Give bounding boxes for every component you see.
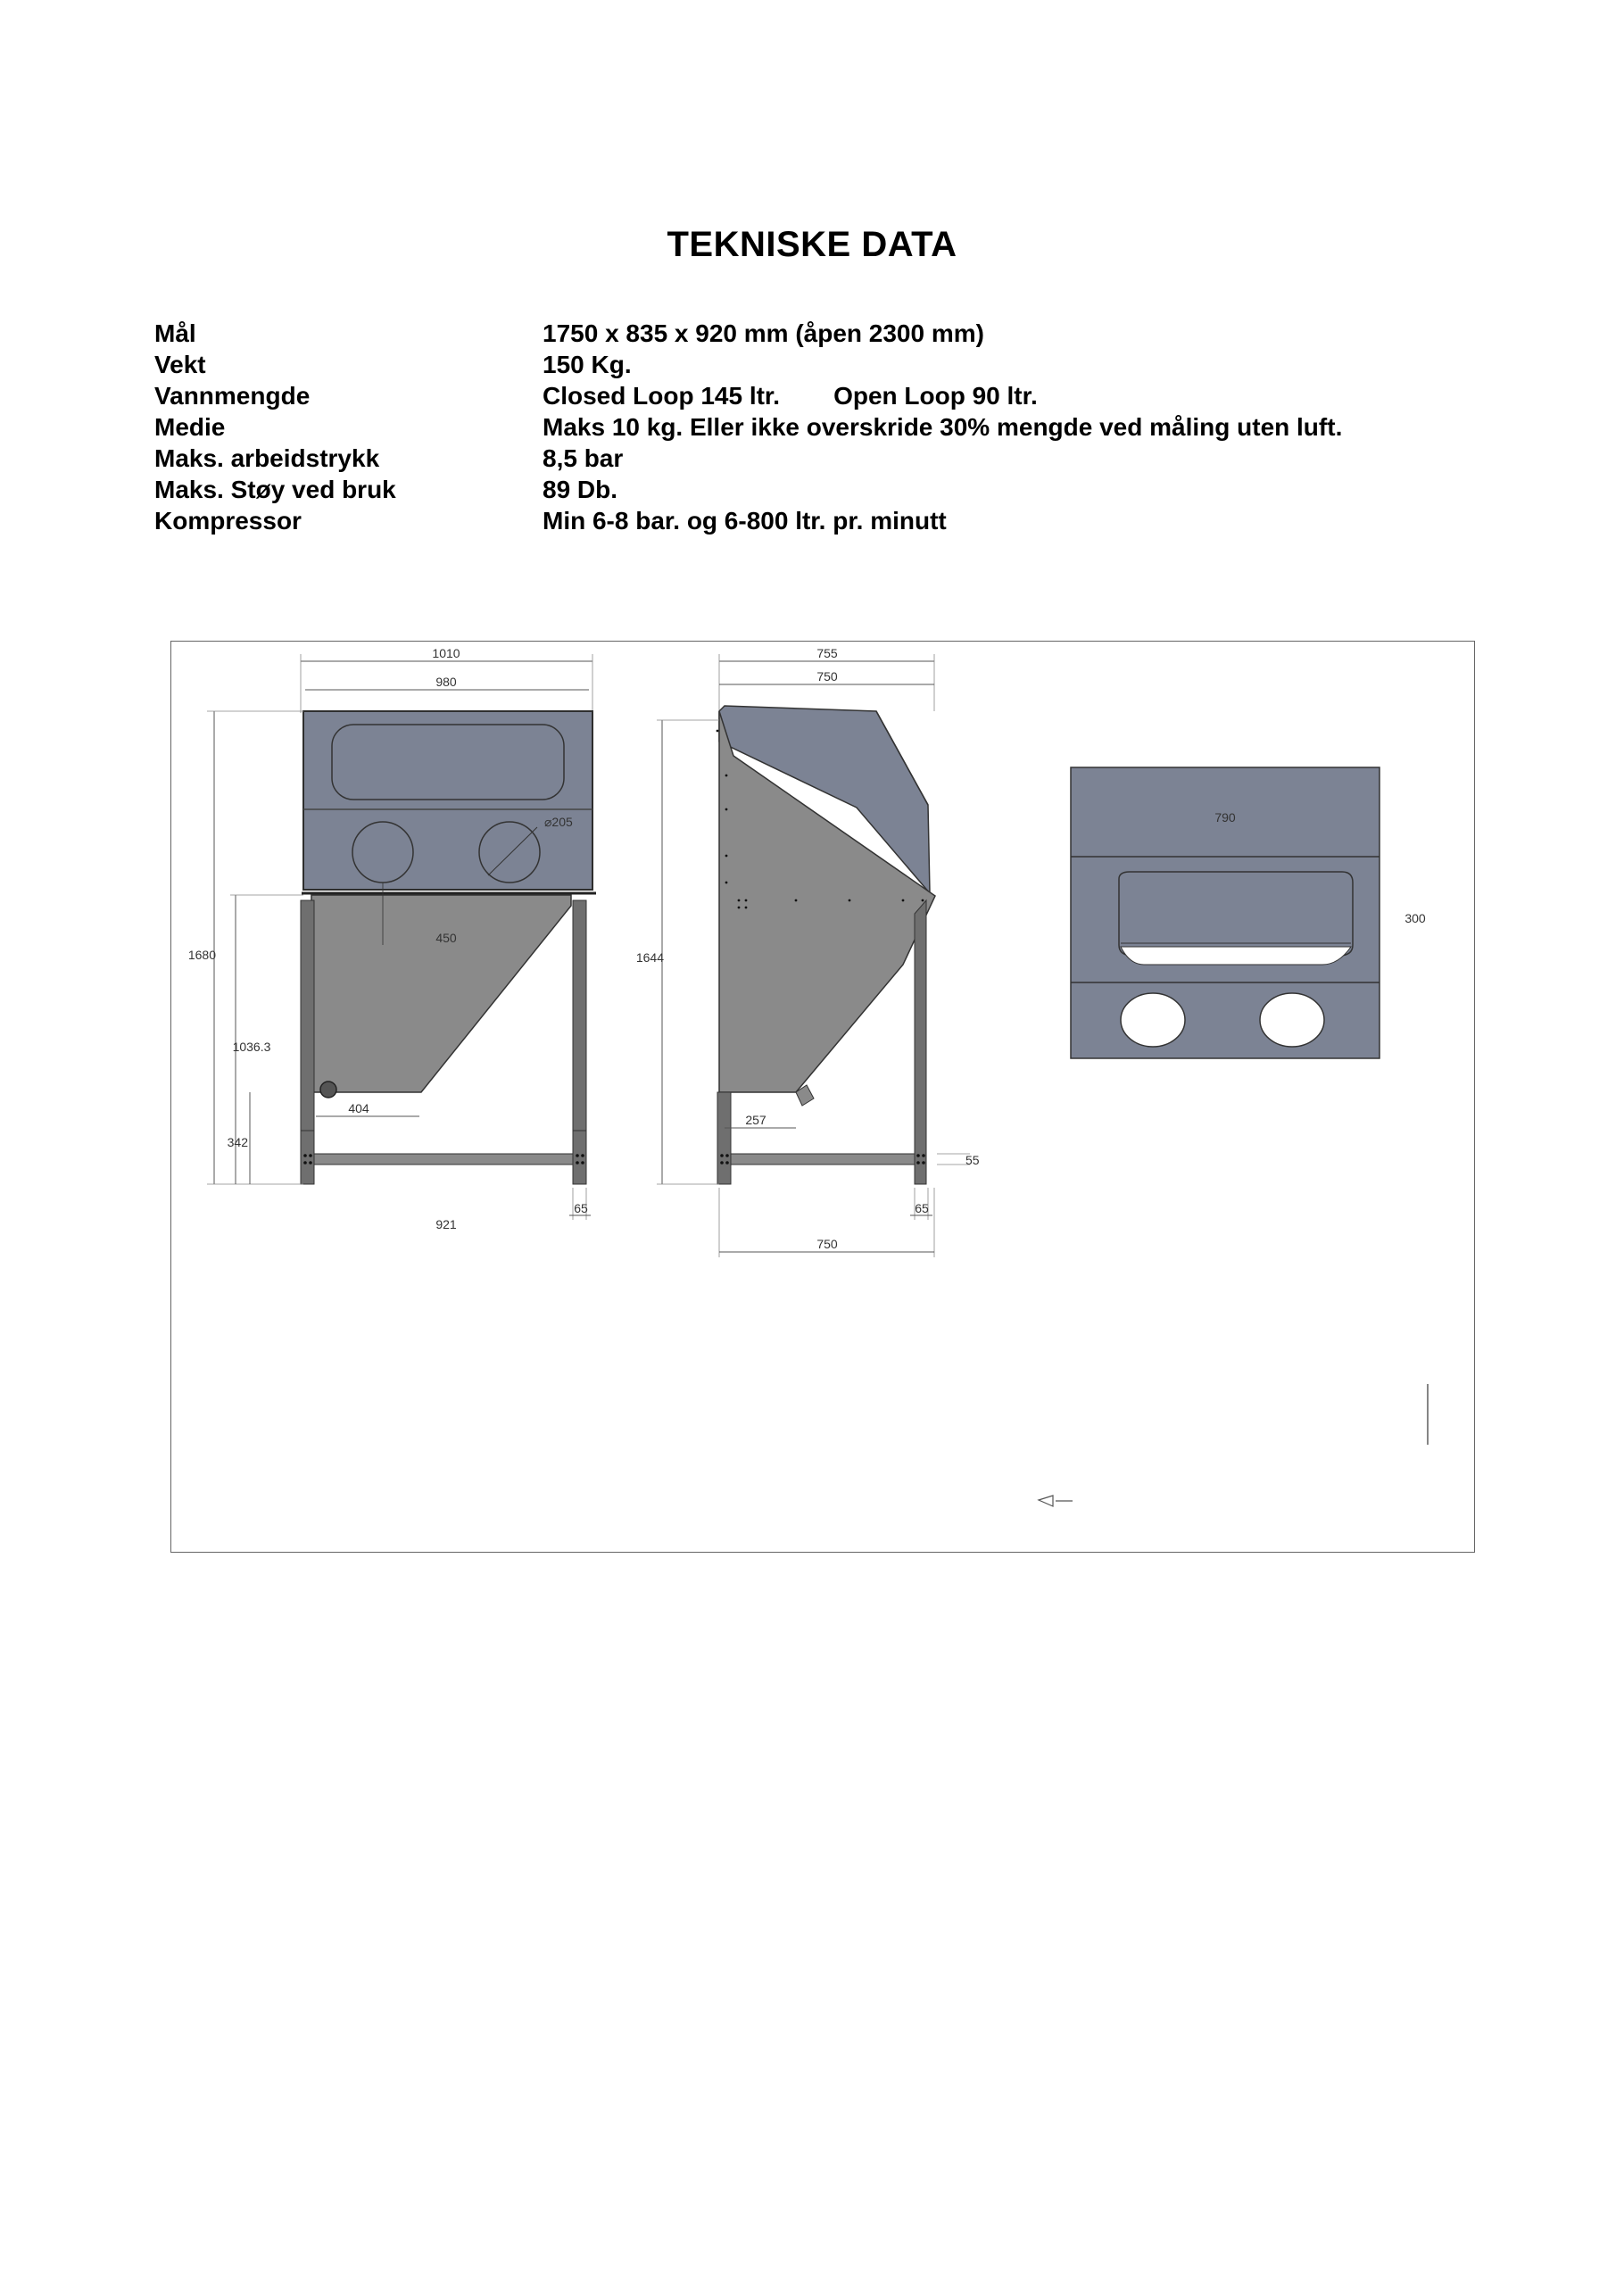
projection-symbol (1039, 1496, 1073, 1506)
spec-label: Vannmengde (154, 381, 311, 410)
spec-table (154, 318, 1342, 536)
spec-row (154, 411, 1342, 443)
panel-view (1071, 767, 1426, 1058)
dim-side-top-outer: 755 (816, 646, 838, 660)
spec-value: 89 Db. (543, 475, 618, 503)
spec-value-group (543, 380, 1342, 411)
technical-drawing (170, 641, 1475, 1553)
dim-front-height-mid: 1036.3 (232, 1040, 271, 1054)
spec-value: 150 Kg. (543, 350, 632, 378)
front-hopper (311, 895, 571, 1092)
spec-value: 1750 x 835 x 920 mm (åpen 2300 mm) (543, 319, 984, 347)
dim-hopper: 450 (435, 931, 457, 945)
drawing-canvas (171, 642, 1476, 1554)
spec-value: 8,5 bar (543, 443, 624, 472)
glove-port (479, 822, 540, 883)
spec-label: Kompressor (154, 506, 302, 535)
front-leg (301, 900, 314, 1131)
dim-front-height-total: 1680 (187, 948, 216, 962)
front-leg (573, 900, 586, 1131)
dim-side-height: 1644 (635, 950, 664, 965)
dim-front-base-width: 921 (435, 1217, 457, 1231)
dim-glove-diameter: ⌀205 (544, 815, 573, 829)
spec-label: Maks. arbeidstrykk (154, 443, 380, 472)
spec-row (154, 380, 1342, 411)
dim-front-bottom-offset: 404 (348, 1101, 369, 1115)
spec-label: Medie (154, 412, 226, 441)
side-leg (717, 1092, 731, 1184)
dim-side-top-inner: 750 (816, 669, 838, 684)
dim-side-base: 750 (816, 1237, 838, 1251)
spec-row (154, 349, 1342, 380)
spec-value: Min 6-8 bar. og 6-800 ltr. pr. minutt (543, 506, 947, 535)
dim-front-width-inner: 980 (435, 675, 457, 689)
panel-glove-port (1260, 993, 1324, 1047)
spec-row (154, 443, 1342, 474)
side-leg (915, 900, 926, 1184)
dim-panel-height: 300 (1404, 911, 1426, 925)
dim-side-bottom-offset: 257 (745, 1113, 766, 1127)
front-view (188, 646, 596, 1231)
front-window (332, 725, 564, 800)
panel-glove-port (1121, 993, 1185, 1047)
glove-port (352, 822, 413, 883)
front-crossbar (314, 1154, 573, 1165)
dim-front-height-low: 342 (227, 1135, 248, 1149)
spec-value: Maks 10 kg. Eller ikke overskride 30% mengde ved måling uten luft. (543, 412, 1343, 441)
spec-row (154, 318, 1342, 349)
dim-panel-width: 790 (1214, 810, 1236, 825)
spec-value: Closed Loop 145 ltr. (543, 381, 781, 410)
dim-side-leg: 65 (915, 1201, 929, 1215)
side-crossbar (731, 1154, 915, 1165)
spec-label: Vekt (154, 350, 206, 378)
dim-front-leg: 65 (574, 1201, 588, 1215)
document-title: TEKNISKE DATA (667, 225, 957, 264)
dim-side-crossbar: 55 (965, 1153, 980, 1167)
drain-valve (320, 1082, 336, 1098)
spec-row (154, 474, 1342, 505)
spec-row (154, 505, 1342, 536)
spec-value-secondary: Open Loop 90 ltr. (833, 381, 1038, 410)
dim-front-width-outer: 1010 (432, 646, 460, 660)
spec-label: Maks. Støy ved bruk (154, 475, 396, 503)
side-view (636, 646, 980, 1257)
spec-label: Mål (154, 319, 196, 347)
